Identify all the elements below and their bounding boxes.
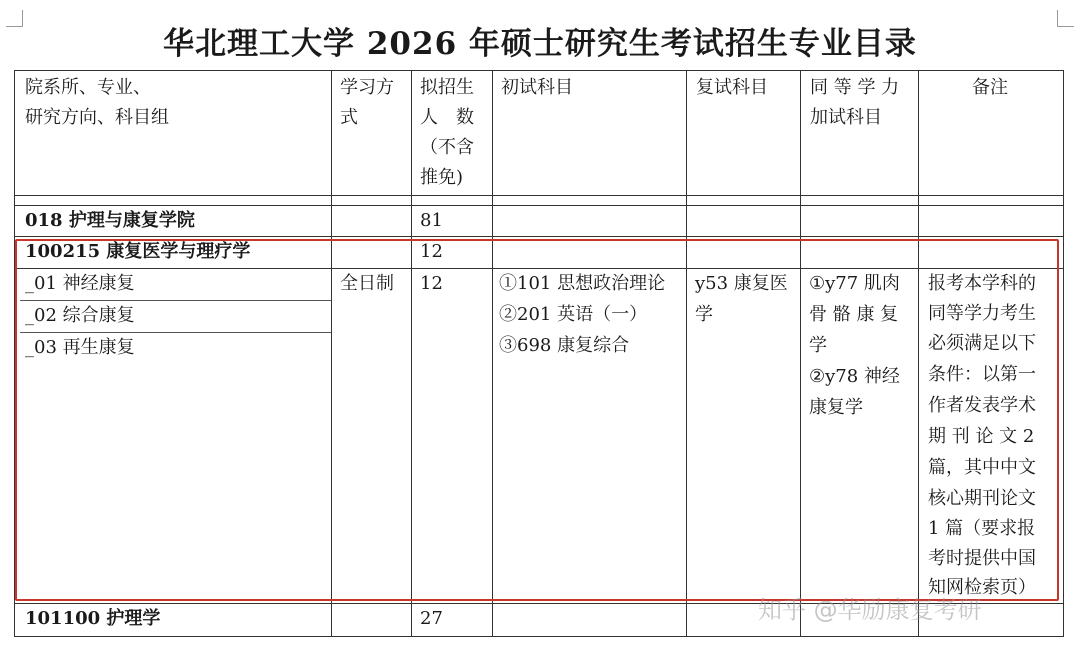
header-retest: 复试科目	[696, 77, 768, 98]
major-name: 100215 康复医学与理疗学	[25, 241, 251, 262]
header-quota-line-1: 拟招生	[420, 77, 474, 98]
header-notes: 备注	[972, 77, 1008, 98]
notes-line: 篇，其中中文	[928, 457, 1036, 478]
highlight-box	[15, 239, 1059, 601]
notes-line: 核心期刊论文	[928, 488, 1036, 509]
header-extra-line-2: 加试科目	[810, 107, 882, 128]
extra-subject-line: 骨 骼 康 复	[809, 304, 899, 325]
notes-line: 考时提供中国	[928, 548, 1036, 569]
table-top-border	[14, 70, 1064, 71]
first-exam-subject: ②201 英语（一）	[499, 304, 648, 325]
notes-line: 作者发表学术	[928, 395, 1036, 416]
extra-subject-line: 康复学	[809, 397, 863, 418]
college-quota: 81	[420, 210, 443, 231]
retest-subject-line-2: 学	[695, 304, 713, 325]
notes-line: 知网检索页）	[928, 577, 1036, 598]
extra-subject-line: ①y77 肌肉	[809, 273, 900, 294]
retest-subject-line-1: y53 康复医	[695, 273, 788, 294]
header-dept-line-2: 研究方向、科目组	[25, 107, 169, 128]
major-quota: 12	[420, 241, 443, 262]
direction-item: _01 神经康复	[25, 273, 135, 294]
header-dept-line-1: 院系所、专业、	[25, 77, 151, 98]
header-extra-line-1: 同 等 学 力	[810, 77, 900, 98]
notes-line: 同等学力考生	[928, 303, 1036, 324]
header-quota-line-4: 推免)	[420, 167, 464, 188]
next-major-quota: 27	[420, 608, 443, 629]
detail-quota: 12	[420, 273, 443, 294]
notes-line: 必须满足以下	[928, 333, 1036, 354]
table-right-border	[1063, 70, 1064, 636]
next-major-name: 101100 护理学	[25, 608, 161, 629]
header-quota-line-2: 人 数	[420, 107, 474, 128]
header-mode-line-1: 学习方	[340, 77, 394, 98]
extra-subject-line: ②y78 神经	[809, 366, 900, 387]
college-name: 018 护理与康复学院	[25, 210, 195, 231]
header-bottom-border	[14, 195, 1064, 196]
watermark: 知乎 @华励康复考研	[758, 596, 982, 624]
notes-line: 报考本学科的	[928, 273, 1036, 294]
header-quota-line-3: （不含	[420, 137, 474, 158]
direction-item: _03 再生康复	[25, 337, 135, 358]
direction-item: _02 综合康复	[25, 305, 135, 326]
first-exam-subject: ③698 康复综合	[499, 335, 630, 356]
notes-line: 1 篇（要求报	[928, 518, 1036, 539]
study-mode: 全日制	[340, 273, 394, 294]
first-exam-subject: ①101 思想政治理论	[499, 273, 666, 294]
extra-subject-line: 学	[809, 335, 827, 356]
notes-line: 期 刊 论 文 2	[928, 426, 1035, 447]
notes-line: 条件：以第一	[928, 364, 1036, 385]
header-mode-line-2: 式	[340, 107, 358, 128]
page-title: 华北理工大学 2026 年硕士研究生考试招生专业目录	[163, 26, 917, 62]
next-major-row-bottom-border	[14, 636, 1064, 637]
header-first-exam: 初试科目	[501, 77, 573, 98]
